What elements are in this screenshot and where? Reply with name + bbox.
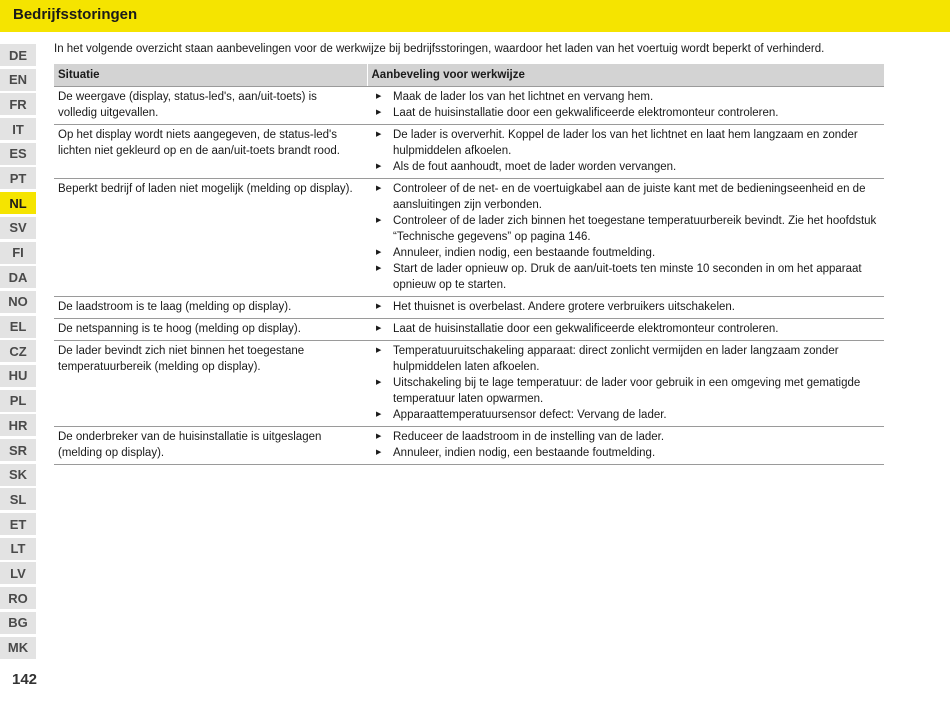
recommendation-cell: [367, 319, 884, 341]
language-tab-mk[interactable]: MK: [0, 637, 36, 659]
column-header-situation: Situatie: [54, 64, 367, 87]
language-tab-cz[interactable]: CZ: [0, 340, 36, 362]
language-tab-en[interactable]: EN: [0, 69, 36, 91]
recommendation-cell: [367, 125, 884, 179]
language-tab-sv[interactable]: SV: [0, 217, 36, 239]
recommendation-item: ▶ Temperatuuruitschakeling apparaat: direct zonlicht vermijden en lader langzaam zonder hulpmiddelen laten afkoelen.: [371, 343, 880, 375]
recommendation-item: ▶ Annuleer, indien nodig, een bestaande foutmelding.: [371, 445, 880, 461]
situation-cell: De onderbreker van de huisinstallatie is uitgeslagen (melding op display).: [54, 427, 367, 465]
language-tab-sk[interactable]: SK: [0, 464, 36, 486]
language-tab-ro[interactable]: RO: [0, 587, 36, 609]
recommendation-cell: [367, 297, 884, 319]
situation-cell: Op het display wordt niets aangegeven, de status-led's lichten niet gekleurd op en de aan/uit-toets brandt rood.: [54, 125, 367, 179]
recommendation-item: ▶ Annuleer, indien nodig, een bestaande foutmelding.: [371, 245, 880, 261]
situation-cell: De laadstroom is te laag (melding op display).: [54, 297, 367, 319]
language-tab-es[interactable]: ES: [0, 143, 36, 165]
recommendation-item: ▶ Start de lader opnieuw op. Druk de aan/uit-toets ten minste 10 seconden in om het apparaat opnieuw op te starten.: [371, 261, 880, 293]
recommendation-list: [371, 299, 880, 315]
language-tab-hr[interactable]: HR: [0, 414, 36, 436]
language-tab-sl[interactable]: SL: [0, 488, 36, 510]
recommendation-list: [371, 429, 880, 461]
language-tab-hu[interactable]: HU: [0, 365, 36, 387]
language-tab-lv[interactable]: LV: [0, 562, 36, 584]
table-row: [54, 427, 884, 465]
language-tab-fr[interactable]: FR: [0, 93, 36, 115]
language-tab-el[interactable]: EL: [0, 316, 36, 338]
recommendation-list: [371, 181, 880, 293]
recommendation-item: ▶ Laat de huisinstallatie door een gekwalificeerde elektromonteur controleren.: [371, 321, 880, 337]
situation-cell: Beperkt bedrijf of laden niet mogelijk (melding op display).: [54, 179, 367, 297]
recommendation-list: [371, 321, 880, 337]
table-row: [54, 319, 884, 341]
recommendation-item: ▶ De lader is oververhit. Koppel de lader los van het lichtnet en laat hem langzaam en zonder hulpmiddelen afkoelen.: [371, 127, 880, 159]
troubleshooting-table: [54, 64, 884, 465]
recommendation-item: ▶ Controleer of de lader zich binnen het toegestane temperatuurbereik bevindt. Zie het hoofdstuk “Technische gegevens” op pagina 146.: [371, 213, 880, 245]
intro-text: In het volgende overzicht staan aanbevelingen voor de werkwijze bij bedrijfsstoringen, waardoor het laden van het voertuig wordt beperkt of verhinderd.: [54, 43, 825, 55]
recommendation-item: ▶ Controleer of de net- en de voertuigkabel aan de juiste kant met de bedieningseenheid en de aansluitingen zijn verbonden.: [371, 181, 880, 213]
recommendation-cell: [367, 427, 884, 465]
recommendation-cell: [367, 87, 884, 125]
situation-cell: De lader bevindt zich niet binnen het toegestane temperatuurbereik (melding op display).: [54, 341, 367, 427]
recommendation-item: ▶ Apparaattemperatuursensor defect: Vervang de lader.: [371, 407, 880, 423]
language-tab-et[interactable]: ET: [0, 513, 36, 535]
recommendation-cell: [367, 179, 884, 297]
recommendation-item: ▶ Als de fout aanhoudt, moet de lader worden vervangen.: [371, 159, 880, 175]
table-row: [54, 297, 884, 319]
language-tab-it[interactable]: IT: [0, 118, 36, 140]
recommendation-list: [371, 127, 880, 175]
language-tab-pt[interactable]: PT: [0, 167, 36, 189]
language-tab-sr[interactable]: SR: [0, 439, 36, 461]
table-row: [54, 341, 884, 427]
language-tab-de[interactable]: DE: [0, 44, 36, 66]
page-header: [0, 0, 950, 32]
recommendation-list: [371, 89, 880, 121]
situation-cell: De weergave (display, status-led's, aan/uit-toets) is volledig uitgevallen.: [54, 87, 367, 125]
recommendation-item: ▶ Het thuisnet is overbelast. Andere grotere verbruikers uitschakelen.: [371, 299, 880, 315]
recommendation-cell: [367, 341, 884, 427]
recommendation-item: ▶ Laat de huisinstallatie door een gekwalificeerde elektromonteur controleren.: [371, 105, 880, 121]
language-tab-bg[interactable]: BG: [0, 612, 36, 634]
table-row: [54, 179, 884, 297]
table-body: [54, 87, 884, 465]
language-tab-nl[interactable]: NL: [0, 192, 36, 214]
recommendation-list: [371, 343, 880, 423]
recommendation-item: ▶ Reduceer de laadstroom in de instelling van de lader.: [371, 429, 880, 445]
table-row: [54, 125, 884, 179]
language-tab-fi[interactable]: FI: [0, 242, 36, 264]
language-sidebar: [0, 44, 36, 661]
recommendation-item: ▶ Maak de lader los van het lichtnet en vervang hem.: [371, 89, 880, 105]
language-tab-da[interactable]: DA: [0, 266, 36, 288]
page-title: Bedrijfsstoringen: [13, 6, 138, 23]
table-header-row: [54, 64, 884, 87]
recommendation-item: ▶ Uitschakeling bij te lage temperatuur: de lader voor gebruik in een omgeving met gematigde temperatuur laten opwarmen.: [371, 375, 880, 407]
table-row: [54, 87, 884, 125]
language-tab-pl[interactable]: PL: [0, 390, 36, 412]
page-number: 142: [12, 671, 38, 688]
language-tab-lt[interactable]: LT: [0, 538, 36, 560]
situation-cell: De netspanning is te hoog (melding op display).: [54, 319, 367, 341]
language-tab-no[interactable]: NO: [0, 291, 36, 313]
column-header-recommendation: Aanbeveling voor werkwijze: [367, 64, 884, 87]
